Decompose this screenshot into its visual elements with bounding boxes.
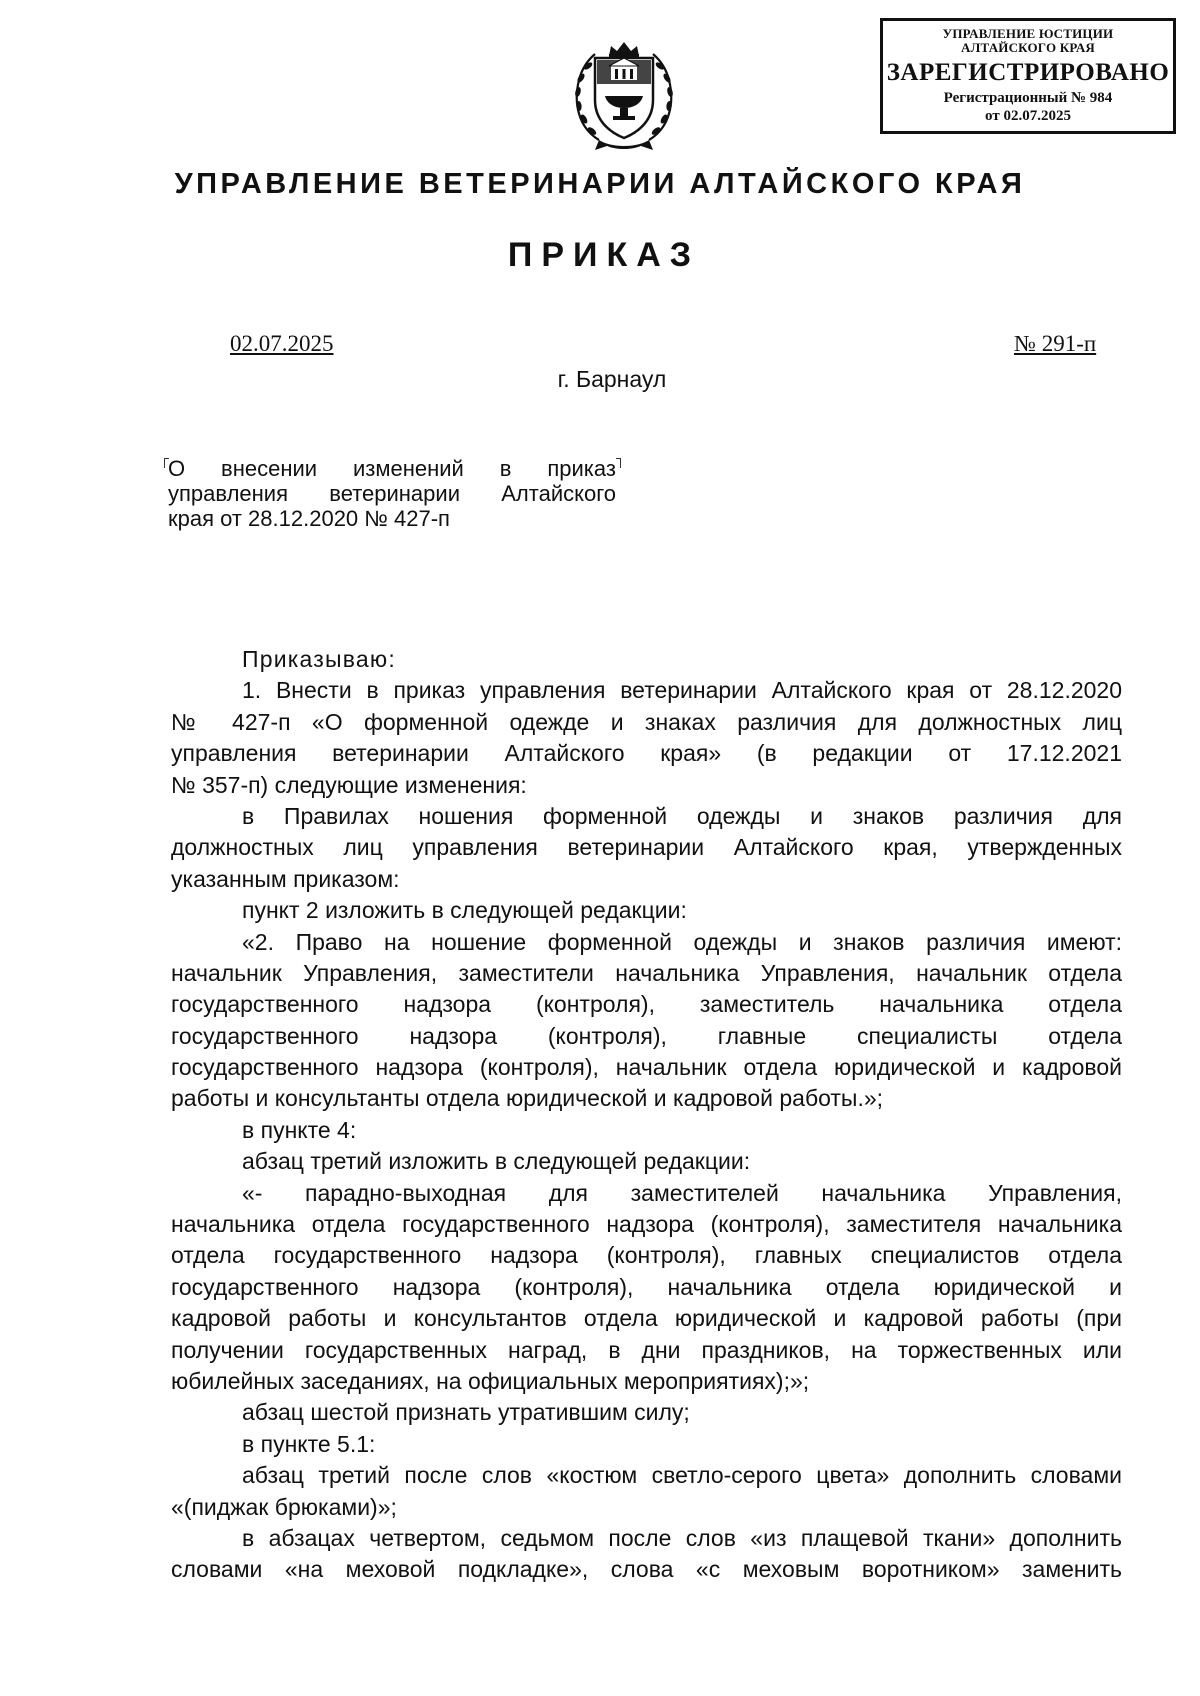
body-line: в Правилах ношения форменной одежды и знаков различия для (242, 802, 1122, 829)
body-line: в пункте 4: (242, 1116, 357, 1143)
body-line: «2. Право на ношение форменной одежды и знаков различия имеют: (242, 928, 1122, 955)
body-line: должностных лиц управления ветеринарии Алтайского края, утвержденных (171, 834, 1122, 861)
body-line: государственного надзора (контроля), начальника отдела юридической и (171, 1273, 1122, 1300)
order-number: № 291-п (1014, 331, 1097, 356)
body-line: работы и консультанты отдела юридической и кадровой работы.»; (171, 1085, 884, 1112)
body-line: абзац третий изложить в следующей редакции: (242, 1148, 751, 1175)
order-body (171, 644, 1122, 1586)
body-line: № 427-п «О форменной одежде и знаках различия для должностных лиц (171, 708, 1122, 735)
body-line: государственного надзора (контроля), заместитель начальника отдела (171, 991, 1122, 1018)
city-name: г. Барнаул (557, 366, 667, 392)
registration-stamp (880, 18, 1176, 134)
subject-line: О внесении изменений в приказ (168, 456, 616, 481)
subject-line: края от 28.12.2020 № 427-п (168, 506, 450, 531)
body-line: в абзацах четвертом, седьмом после слов «из плащевой ткани» дополнить (242, 1524, 1122, 1551)
agency-name: УПРАВЛЕНИЕ ВЕТЕРИНАРИИ АЛТАЙСКОГО КРАЯ (174, 168, 1026, 200)
stamp-registration-number: Регистрационный № 984 (943, 90, 1113, 106)
body-line: абзац третий после слов «костюм светло-серого цвета» дополнить словами (242, 1462, 1122, 1489)
document-type-title: ПРИКАЗ (507, 236, 701, 274)
body-line: управления ветеринарии Алтайского края» (в редакции от 17.12.2021 (171, 740, 1122, 767)
body-line: начальника отдела государственного надзора (контроля), заместителя начальника (171, 1211, 1122, 1238)
stamp-organization-line-2: АЛТАЙСКОГО КРАЯ (961, 40, 1095, 55)
body-line: «- парадно-выходная для заместителей начальника Управления, (242, 1179, 1122, 1206)
stamp-date: от 02.07.2025 (985, 108, 1071, 124)
body-line: «(пиджак брюками)»; (171, 1493, 397, 1520)
body-line: абзац шестой признать утратившим силу; (242, 1399, 690, 1426)
body-line: пункт 2 изложить в следующей редакции: (242, 897, 687, 924)
order-date: 02.07.2025 (230, 331, 334, 356)
body-line: № 357-п) следующие изменения: (171, 771, 527, 798)
body-line: словами «на меховой подкладке», слова «с меховым воротником» заменить (171, 1556, 1122, 1583)
order-subject (168, 456, 616, 531)
body-line: начальник Управления, заместители начальника Управления, начальник отдела (171, 959, 1122, 986)
subject-bracket-right (616, 458, 621, 468)
body-line: в пункте 5.1: (242, 1430, 376, 1457)
body-line: государственного надзора (контроля), начальник отдела юридической и кадровой (171, 1054, 1122, 1081)
coat-of-arms-icon (569, 38, 679, 156)
body-line: указанным приказом: (171, 865, 400, 892)
body-line: 1. Внести в приказ управления ветеринарии Алтайского края от 28.12.2020 (242, 677, 1122, 704)
subject-line: управления ветеринарии Алтайского (168, 481, 616, 506)
body-line: кадровой работы и консультантов отдела юридической и кадровой работы (при (171, 1305, 1122, 1332)
stamp-organization-line-1: УПРАВЛЕНИЕ ЮСТИЦИИ (942, 26, 1114, 41)
body-line: Приказываю: (242, 646, 396, 672)
body-line: получении государственных наград, в дни праздников, на торжественных или (171, 1336, 1122, 1363)
body-line: юбилейных заседаниях, на официальных мероприятиях);»; (171, 1367, 810, 1394)
stamp-status: ЗАРЕГИСТРИРОВАНО (886, 59, 1170, 86)
body-line: государственного надзора (контроля), главные специалисты отдела (171, 1022, 1122, 1049)
body-line: отдела государственного надзора (контроля), главных специалистов отдела (171, 1242, 1122, 1269)
